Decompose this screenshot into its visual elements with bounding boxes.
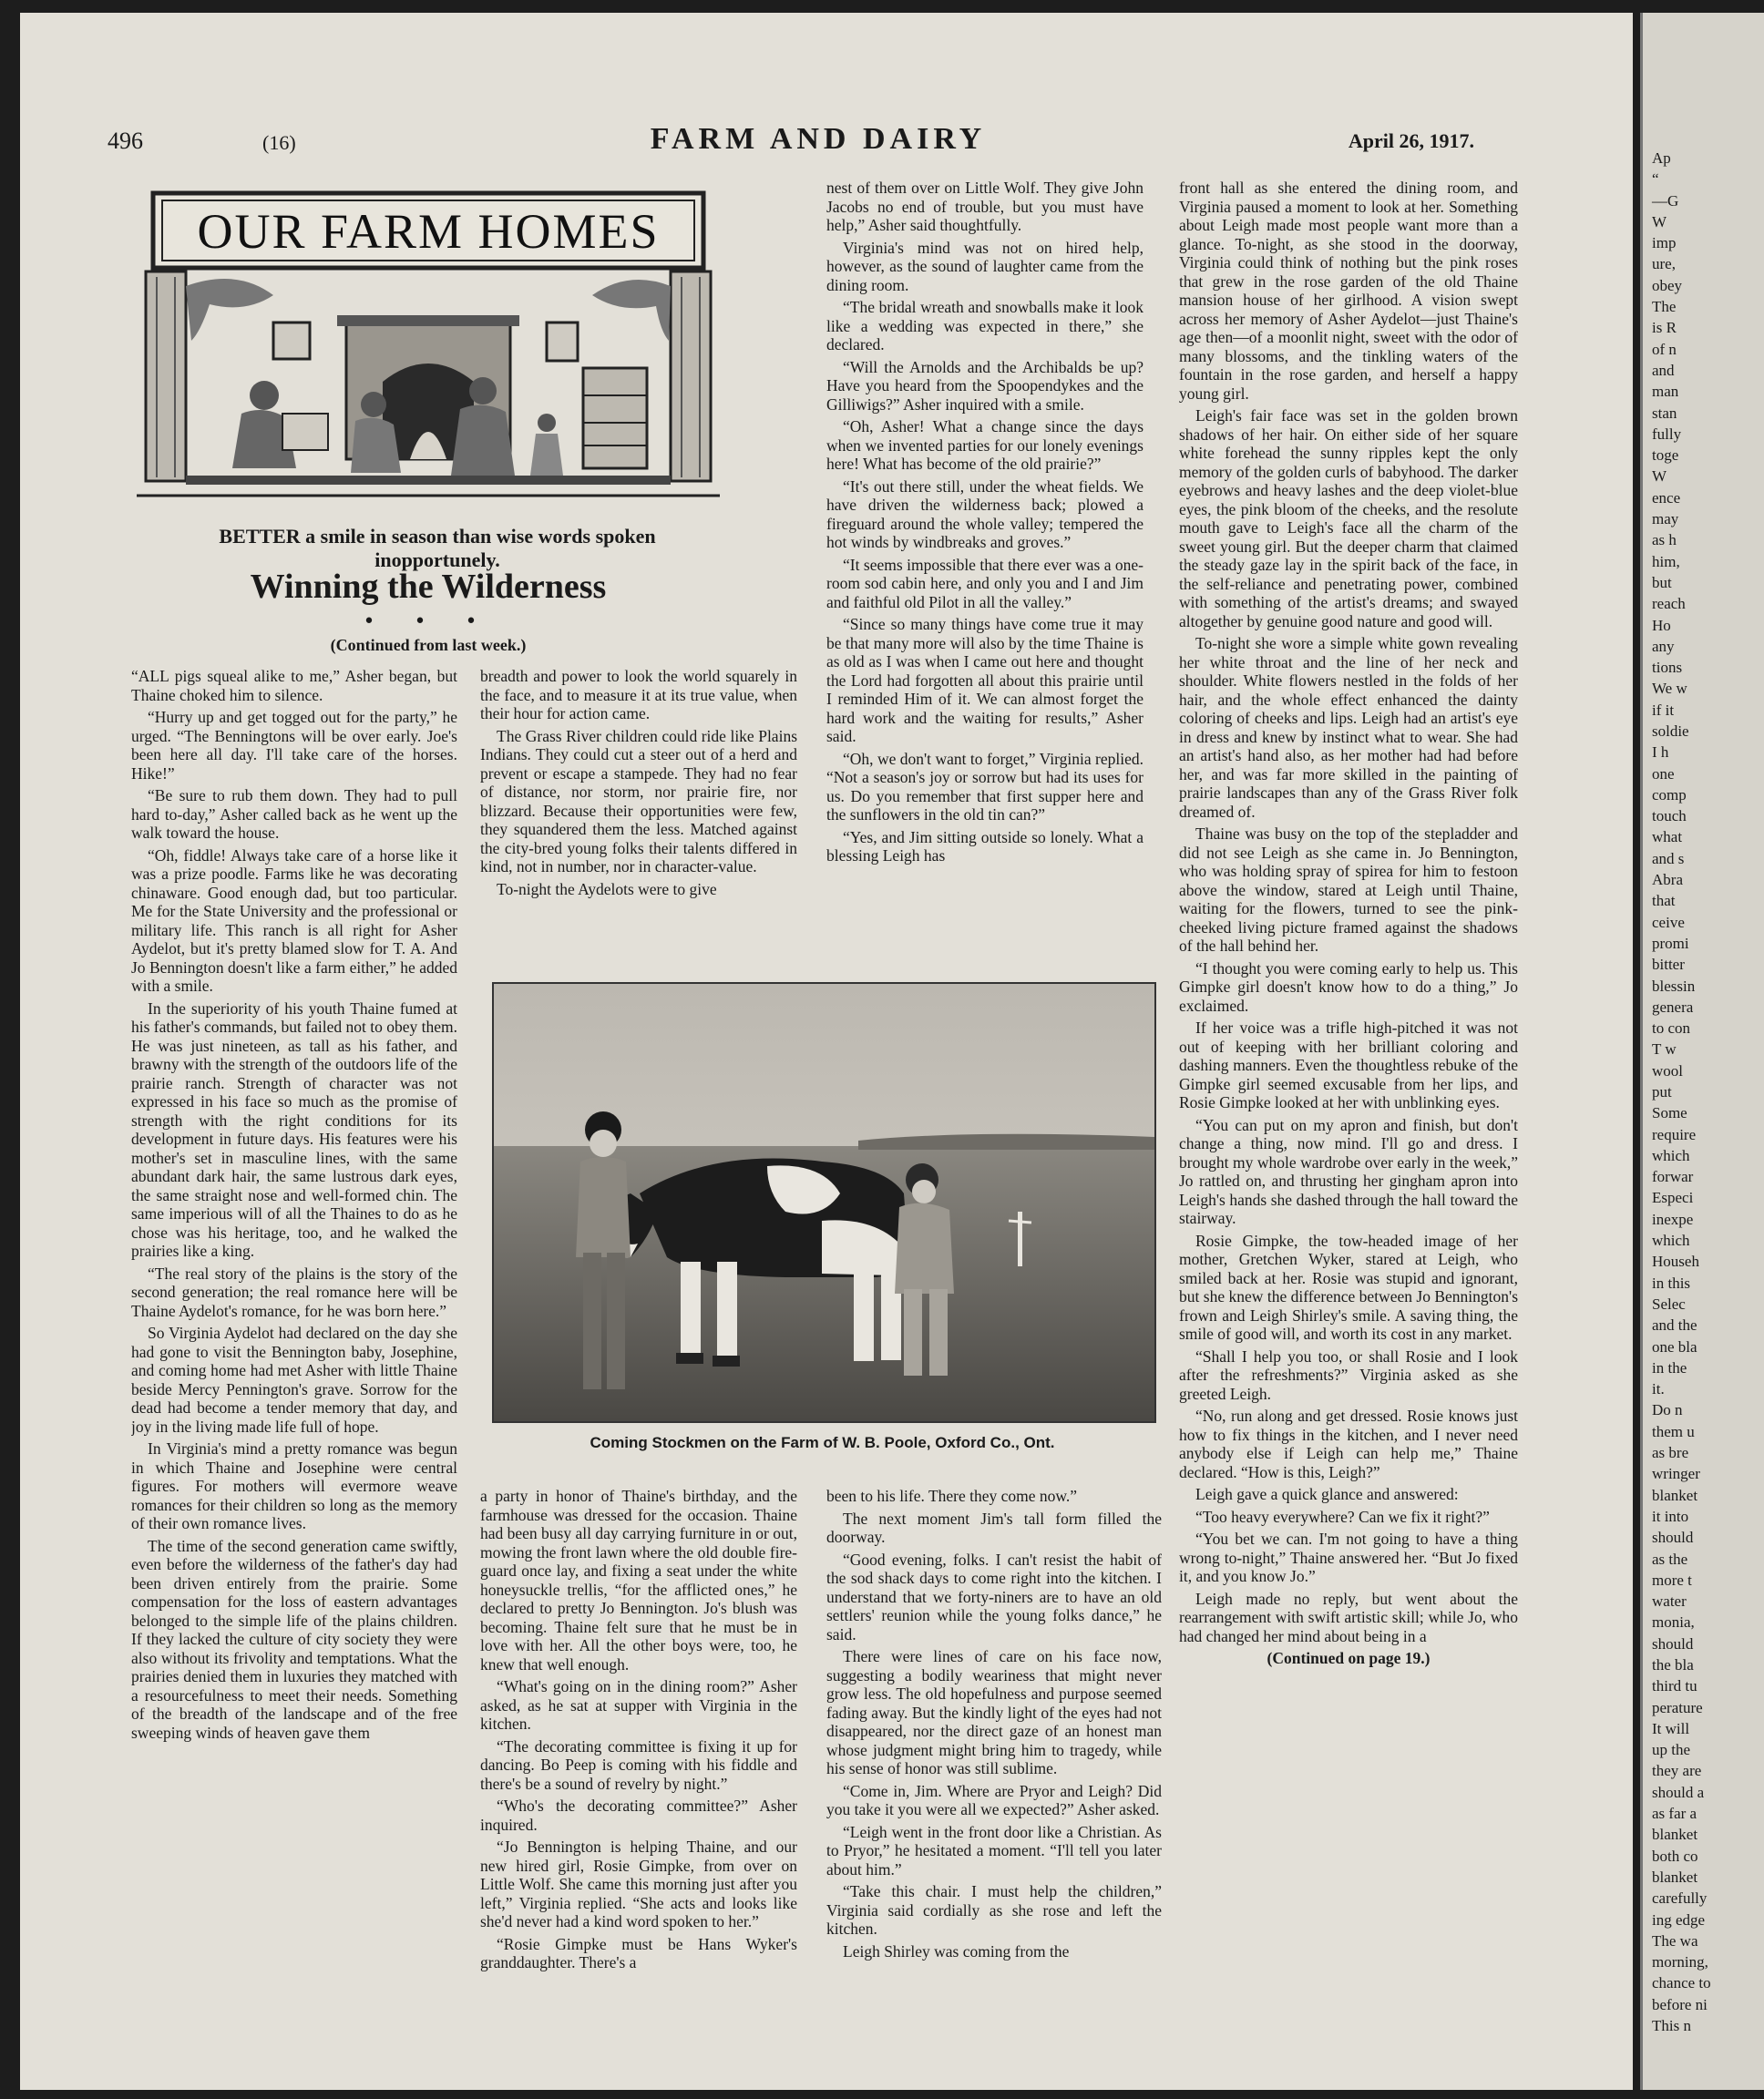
paragraph: “Since so many things have come true it may be that many more will also by the time Thaine is as old as I was when I came out here and thought the Lord had forgotten all about this prairie until I reminded Him of it. We can almost forget the hard work and the waiting for results,” Asher said. bbox=[826, 615, 1144, 745]
fragment-line: This n bbox=[1652, 2017, 1691, 2034]
fragment-line: Selec bbox=[1652, 1295, 1686, 1313]
fragment-line: is R bbox=[1652, 319, 1677, 337]
story-ornament: • • • bbox=[363, 610, 494, 633]
fragment-line: them u bbox=[1652, 1422, 1695, 1440]
paragraph: “You can put on my apron and finish, but don't change a thing, now mind. I'll go and dress. I brought my whole wardrobe over early in the week,” Jo rattled on, and thrusting her gingham apron into Leigh's hands she dashed through the hall toward the stairway. bbox=[1179, 1115, 1518, 1227]
paragraph: The time of the second generation came swiftly, even before the wilderness of the father's day had been driven entirely from the prairie. Some compensation for the loss of eastern advantages belonged to the simple life of the plains children. If they lacked the culture of city society they were also without its frivolity and temptations. What the prairies denied them in luxuries they matched with a resourcefulness to meet their needs. Something of the breadth of the landscape and of the free sweeping winds of heaven gave them bbox=[131, 1536, 457, 1742]
fragment-line: him, bbox=[1652, 552, 1680, 570]
paragraph: The Grass River children could ride like Plains Indians. They could cut a steer out of a herd and prevent or escape a stampede. They had no fear of distance, nor storm, nor prairie fire, nor blizzard. Because their opportunities were few, they squandered them the less. Matched against the city-bred young folks their talents differed in kind, not in number, nor in character-value. bbox=[480, 726, 797, 875]
paragraph: “It seems impossible that there ever was a one-room sod cabin here, and only you and I and Jim and faithful old Pilot in all the valley.” bbox=[826, 555, 1144, 611]
page-number: 496 bbox=[108, 128, 143, 154]
fragment-line: one bla bbox=[1652, 1337, 1697, 1356]
paragraph: “Hurry up and get togged out for the party,” he urged. “The Benningtons will be over early. Joe's been here all day. I'll take care of the horses. Hike!” bbox=[131, 708, 457, 783]
fragment-line: Some bbox=[1652, 1104, 1687, 1122]
photo-caption: Coming Stockmen on the Farm of W. B. Poole, Oxford Co., Ont. bbox=[590, 1434, 1055, 1451]
paragraph: “Oh, fiddle! Always take care of a horse like it was a prize poodle. Farms like he was decorating chinaware. Good enough dad, but too particular. Me for the State University and the professional or military life. This ranch is all right for Asher Aydelot, but it's pretty blamed slow for T. A. And Jo Bennington doesn't like a farm either,” he added with a smile. bbox=[131, 845, 457, 995]
fragment-line: stan bbox=[1652, 404, 1677, 422]
page-header bbox=[108, 122, 1529, 162]
banner-title: OUR FARM HOMES bbox=[197, 204, 660, 259]
article-column-2-top bbox=[480, 667, 797, 949]
paragraph: “ALL pigs squeal alike to me,” Asher began, but Thaine choked him to silence. bbox=[131, 667, 457, 704]
paragraph: Leigh Shirley was coming from the bbox=[843, 1941, 1070, 1961]
fragment-line: if it bbox=[1652, 701, 1675, 719]
paragraph: In Virginia's mind a pretty romance was begun in which Thaine and Josephine were central figures. For mothers will evermore weave romances for their children so long as the memory of their own romance lives. bbox=[131, 1439, 457, 1532]
fragment-line: it. bbox=[1652, 1380, 1665, 1398]
fragment-line: touch bbox=[1652, 807, 1687, 825]
paragraph: To-night she wore a simple white gown revealing her white throat and the line of her neck and shoulder. White flowers nestled in the folds of her hair, and the whole effect enhanced the dainty coloring of cheeks and lips. Leigh had an artist's eye in dress and knew by instinct what to wear. She had an artist's hand also, as her mother had had before her, and was far more skilled in the painting of prairie landscapes than any of the Grass River folk dreamed of. bbox=[1179, 634, 1518, 821]
paragraph: “The real story of the plains is the story of the second generation; the real romance here will be Thaine Aydelot's romance, for he was born here.” bbox=[131, 1264, 457, 1320]
paragraph: “What's going on in the dining room?” Asher asked, as he sat at supper with Virginia in the kitchen. bbox=[480, 1677, 797, 1733]
fragment-line: it into bbox=[1652, 1507, 1689, 1525]
fragment-line: ing edge bbox=[1652, 1910, 1706, 1929]
fragment-line: bitter bbox=[1652, 956, 1685, 974]
fragment-line: tions bbox=[1652, 659, 1683, 677]
article-column-2-bottom bbox=[480, 1487, 797, 2090]
paragraph: Virginia's mind was not on hired help, however, as the sound of laughter came from the dining room. bbox=[826, 238, 1144, 294]
paragraph: “Good evening, folks. I can't resist the habit of the sod shack days to come right into the kitchen. I understand that we forty-niners are to have an old settlers' reunion while the young folks dance,” he said. bbox=[826, 1550, 1162, 1643]
paragraph: “Be sure to rub them down. They had to pull hard to-day,” Asher called back as he went up the walk toward the house. bbox=[131, 786, 457, 842]
fragment-line: Ho bbox=[1652, 616, 1671, 634]
article-column-1 bbox=[131, 667, 457, 2090]
continued-on-note: (Continued on page 19.) bbox=[1267, 1649, 1431, 1667]
fragment-line: imp bbox=[1652, 234, 1677, 252]
paragraph: “Come in, Jim. Where are Pryor and Leigh? Did you take it you were all we expected?” Asher asked. bbox=[826, 1781, 1162, 1818]
fragment-line: should a bbox=[1652, 1783, 1705, 1801]
paragraph: To-night the Aydelots were to give bbox=[497, 879, 717, 898]
fragment-line: as h bbox=[1652, 531, 1677, 549]
fragment-line: perature bbox=[1652, 1698, 1703, 1716]
fragment-line: should bbox=[1652, 1634, 1694, 1653]
section-number: (16) bbox=[262, 131, 296, 154]
fragment-line: and bbox=[1652, 361, 1675, 379]
fragment-line: which bbox=[1652, 1232, 1690, 1250]
paragraph: In the superiority of his youth Thaine fumed at his father's commands, but failed not to obey them. He was just nineteen, as tall as his father, and brawny with the strength of the outdoors life of the prairie ranch. Strength of character was not expressed in his face so much as the promise of strength with the right conditions for its development in future days. His features were his mother's set in masculine lines, with the same abundant dark hair, the same lustrous dark eyes, the same straight nose and well-formed chin. The same imperious will of all the Thaines to do as he chose was his heritage, too, and he walked the prairies like a king. bbox=[131, 998, 457, 1260]
paragraph: “Oh, Asher! What a change since the days when we invented parties for our lonely evenings here! What has become of the old prairie?” bbox=[826, 417, 1144, 473]
paragraph: “Jo Bennington is helping Thaine, and our new hired girl, Rosie Gimpke, from over on Little Wolf. She came this morning just after you left,” Virginia replied. “She acts and looks like she'd never had a kind word spoken to her.” bbox=[480, 1838, 797, 1930]
fragment-line: W bbox=[1652, 467, 1667, 486]
issue-date: April 26, 1917. bbox=[1348, 129, 1474, 152]
fragment-line: require bbox=[1652, 1125, 1697, 1143]
fragment-line: before ni bbox=[1652, 1995, 1708, 2013]
fragment-line: up the bbox=[1652, 1741, 1691, 1759]
paragraph: Leigh gave a quick glance and answered: bbox=[1195, 1485, 1459, 1503]
fragment-line: of n bbox=[1652, 340, 1677, 358]
fragment-line: morning, bbox=[1652, 1953, 1708, 1971]
fragment-line: Especi bbox=[1652, 1189, 1694, 1207]
fragment-line: chance to bbox=[1652, 1974, 1711, 1992]
paragraph: breadth and power to look the world squarely in the face, and to measure it at its true value, when their hour for action came. bbox=[480, 667, 797, 722]
paragraph: been to his life. There they come now.” bbox=[826, 1487, 1078, 1505]
paragraph: “Oh, we don't want to forget,” Virginia replied. “Not a season's joy or sorrow but had its uses for us. Do you remember that first supper here and the sunflowers in the old tin can?” bbox=[826, 749, 1144, 824]
paragraph: “Will the Arnolds and the Archibalds be up? Have you heard from the Spoopendykes and the Gilliwigs?” Asher inquired with a smile. bbox=[826, 357, 1144, 414]
fragment-line: We w bbox=[1652, 680, 1687, 698]
continued-note: (Continued from last week.) bbox=[330, 636, 527, 654]
stockmen-photo bbox=[492, 982, 1156, 1423]
fragment-line: to con bbox=[1652, 1019, 1691, 1038]
fragment-line: wringer bbox=[1652, 1465, 1700, 1483]
paragraph: Rosie Gimpke, the tow-headed image of her mother, Gretchen Wyker, stared at Leigh, who smiled back at her. Rosie was stupid and ignorant, but she knew the difference between Jo Bennington's frown and Leigh Shirley's smile. A saving thing, the smile of good will, and worth its cost in any market. bbox=[1179, 1231, 1518, 1343]
fragment-line: more t bbox=[1652, 1571, 1692, 1589]
fragment-line: toge bbox=[1652, 446, 1679, 465]
paragraph: “The decorating committee is fixing it up for dancing. Bo Peep is coming with his fiddle and there's be a sound of revelry by night.” bbox=[480, 1736, 797, 1793]
fragment-line: ence bbox=[1652, 488, 1681, 507]
fragment-line: carefully bbox=[1652, 1889, 1708, 1908]
paragraph: a party in honor of Thaine's birthday, and the farmhouse was dressed for the occasion. Thaine had been busy all day carrying furniture in or out, mowing the front lawn where the old double fire-guard once lay, and fixing a seat under the white honeysuckle trellis, “for the afflicted ones,” he declared to pretty Jo Bennington. Jo's blush was becoming. Thaine felt sure that he must be in love with her. All the other boys were, too, he knew that well enough. bbox=[480, 1487, 797, 1674]
paragraph: “Take this chair. I must help the children,” Virginia said cordially as she rose and left the kitchen. bbox=[826, 1882, 1162, 1938]
article-column-4 bbox=[1179, 179, 1518, 2090]
paragraph: “The bridal wreath and snowballs make it look like a wedding was expected in there,” she declared. bbox=[826, 298, 1144, 353]
paragraph: “I thought you were coming early to help us. This Gimpke girl doesn't know how to do a thing,” Jo exclaimed. bbox=[1179, 958, 1518, 1015]
paragraph: front hall as she entered the dining room, and Virginia paused a moment to look at her. Something about Leigh made most people want more than a glance. To-night, as she stood in the doorway, Virginia could think of nothing but the pink roses that grew in the rose garden of the old Thaine mansion house of her girlhood. A vision swept across her memory of Asher Aydelot—just Thaine's age then—of a moonlit night, sweet with the odor of many blossoms, and the tinkling waters of the fountain in the rose garden, and herself a happy young girl. bbox=[1179, 179, 1518, 403]
paragraph: “Leigh went in the front door like a Christian. As to Pryor,” he hesitated a moment. “I'll tell you later about him.” bbox=[826, 1822, 1162, 1879]
paragraph: Leigh's fair face was set in the golden brown shadows of her hair. On either side of her square white forehead the sunny ripples kept the only memory of the golden curls of babyhood. The darker eyebrows and heavy lashes and the deep violet-blue eyes, the pink bloom of the cheeks, and the resolute mouth gave to Leigh's face all the charm of the sweet young girl. But the deeper charm that claimed the steady gaze lay in the spirit back of the face, in the self-reliance and penetrating power, combined with something of the artist's dreams; and swayed altogether by genuine good nature and good will. bbox=[1179, 406, 1518, 630]
paragraph: “Rosie Gimpke must be Hans Wyker's granddaughter. There's a bbox=[480, 1934, 797, 1971]
fragment-line: one bbox=[1652, 764, 1675, 783]
fragment-line: should bbox=[1652, 1529, 1694, 1547]
article-column-3-bottom bbox=[826, 1487, 1162, 2090]
fragment-line: may bbox=[1652, 510, 1679, 528]
story-title: Winning the Wilderness bbox=[250, 568, 607, 606]
fragment-line: genera bbox=[1652, 998, 1694, 1016]
fragment-line: blessin bbox=[1652, 977, 1696, 995]
adjacent-page-fragment bbox=[1640, 13, 1764, 2090]
fragment-line: comp bbox=[1652, 785, 1687, 804]
paragraph: “Yes, and Jim sitting outside so lonely. What a blessing Leigh has bbox=[826, 827, 1144, 865]
fragment-line: and s bbox=[1652, 849, 1685, 867]
paragraph: If her voice was a trifle high-pitched it was not out of keeping with her brilliant coloring and dashing manners. Even the thoughtless rebuke of the Gimpke girl seemed excusable from her lips, and Rosie Gimpke looked at her with unblinking eyes. bbox=[1179, 1019, 1518, 1111]
fragment-line: blanket bbox=[1652, 1486, 1698, 1504]
our-farm-homes-illustration bbox=[137, 186, 720, 514]
fragment-line: W bbox=[1652, 212, 1667, 230]
fragment-line: they are bbox=[1652, 1762, 1702, 1780]
publication-name: FARM AND DAIRY bbox=[650, 122, 987, 156]
fragment-line: ure, bbox=[1652, 255, 1676, 273]
fragment-line: and the bbox=[1652, 1316, 1697, 1335]
paragraph: “Shall I help you too, or shall Rosie and I look after the refreshments?” Virginia asked as she greeted Leigh. bbox=[1179, 1346, 1518, 1403]
fragment-line: put bbox=[1652, 1083, 1672, 1101]
fragment-line: the bla bbox=[1652, 1655, 1694, 1674]
fragment-line: T w bbox=[1652, 1040, 1677, 1059]
fragment-line: wool bbox=[1652, 1061, 1683, 1080]
fragment-line: Abra bbox=[1652, 871, 1683, 889]
fragment-line: third tu bbox=[1652, 1677, 1697, 1695]
fragment-line: which bbox=[1652, 1146, 1690, 1164]
paragraph: “It's out there still, under the wheat fields. We have driven the wilderness back; plowed a fireguard around the whole valley; tempered the hot winds by windbreaks and groves.” bbox=[826, 476, 1144, 551]
fragment-line: “ bbox=[1652, 170, 1659, 189]
fragment-line: forwar bbox=[1652, 1168, 1694, 1186]
paragraph: There were lines of care on his face now, suggesting a bodily weariness that might never grow less. The old hopefulness and purpose seemed fading away. But the kindly light of the eyes had not disappeared, nor the direct gaze of an honest man whose judgment might bring him to tragedy, while his sense of honor was still sublime. bbox=[826, 1647, 1162, 1777]
fragment-line: man bbox=[1652, 383, 1679, 401]
fragment-line: fully bbox=[1652, 425, 1682, 443]
paragraph: nest of them over on Little Wolf. They give John Jacobs no end of trouble, but you must have help,” Asher said thoughtfully. bbox=[826, 179, 1144, 234]
paragraph: “Who's the decorating committee?” Asher inquired. bbox=[480, 1797, 797, 1834]
paragraph: So Virginia Aydelot had declared on the day she had gone to visit the Bennington baby, Josephine, and coming home had met Asher with little Thaine beside Mercy Pennington's grave. Sorrow for the dead had become a tender memory that day, and joy in the living made life full of hope. bbox=[131, 1324, 457, 1436]
fragment-line: in the bbox=[1652, 1358, 1687, 1377]
fragment-line: reach bbox=[1652, 595, 1686, 613]
fragment-line: Do n bbox=[1652, 1401, 1683, 1419]
fragment-line: Househ bbox=[1652, 1253, 1699, 1271]
motto-text: BETTER a smile in season than wise words spoken inopportunely. bbox=[219, 525, 656, 571]
fragment-line: but bbox=[1652, 573, 1672, 591]
fragment-line: inexpe bbox=[1652, 1210, 1694, 1228]
fragment-line: Ap bbox=[1652, 149, 1671, 167]
fragment-line: both co bbox=[1652, 1847, 1698, 1865]
fragment-line: The bbox=[1652, 298, 1677, 316]
fragment-line: soldie bbox=[1652, 722, 1689, 740]
fragment-line: It will bbox=[1652, 1719, 1690, 1737]
fragment-line: ceive bbox=[1652, 913, 1685, 931]
fragment-line: obey bbox=[1652, 276, 1683, 294]
paragraph: “No, run along and get dressed. Rosie knows just how to fix things in the kitchen, and I never need anybody else if Leigh can help me,” Thaine declared. “How is this, Leigh?” bbox=[1179, 1407, 1518, 1481]
fragment-line: as bre bbox=[1652, 1444, 1689, 1462]
fragment-line: The wa bbox=[1652, 1931, 1698, 1950]
fragment-line: in this bbox=[1652, 1274, 1691, 1292]
fragment-line: water bbox=[1652, 1592, 1687, 1611]
paragraph: “Too heavy everywhere? Can we fix it right?” bbox=[1195, 1507, 1490, 1526]
fragment-line: that bbox=[1652, 892, 1676, 910]
fragment-line: as far a bbox=[1652, 1805, 1697, 1823]
fragment-line: as the bbox=[1652, 1550, 1688, 1568]
newspaper-page bbox=[20, 13, 1633, 2090]
fragment-line: any bbox=[1652, 637, 1675, 655]
fragment-line: monia, bbox=[1652, 1613, 1695, 1632]
paragraph: Thaine was busy on the top of the stepladder and did not see Leigh as she came in. Jo Bennington, who was holding spray of spirea for him to festoon above the window, stared at Leigh until Thaine, waiting for the flowers, turned to see the pink-cheeked living picture framed against the shadows of the hall behind her. bbox=[1179, 824, 1518, 955]
fragment-line: what bbox=[1652, 828, 1683, 846]
fragment-line: blanket bbox=[1652, 1868, 1698, 1886]
fragment-line: promi bbox=[1652, 934, 1689, 952]
fragment-line: I h bbox=[1652, 743, 1669, 762]
fragment-line: —G bbox=[1652, 191, 1679, 210]
paragraph: “You bet we can. I'm not going to have a thing wrong to-night,” Thaine answered her. “But Jo fixed it, and you know Jo.” bbox=[1179, 1530, 1518, 1585]
fragment-line: blanket bbox=[1652, 1826, 1698, 1844]
paragraph: The next moment Jim's tall form filled the doorway. bbox=[826, 1509, 1162, 1546]
article-column-3-top bbox=[826, 179, 1144, 949]
paragraph: Leigh made no reply, but went about the rearrangement with swift artistic skill; while Jo, who had changed her mind about being in a bbox=[1179, 1589, 1518, 1645]
